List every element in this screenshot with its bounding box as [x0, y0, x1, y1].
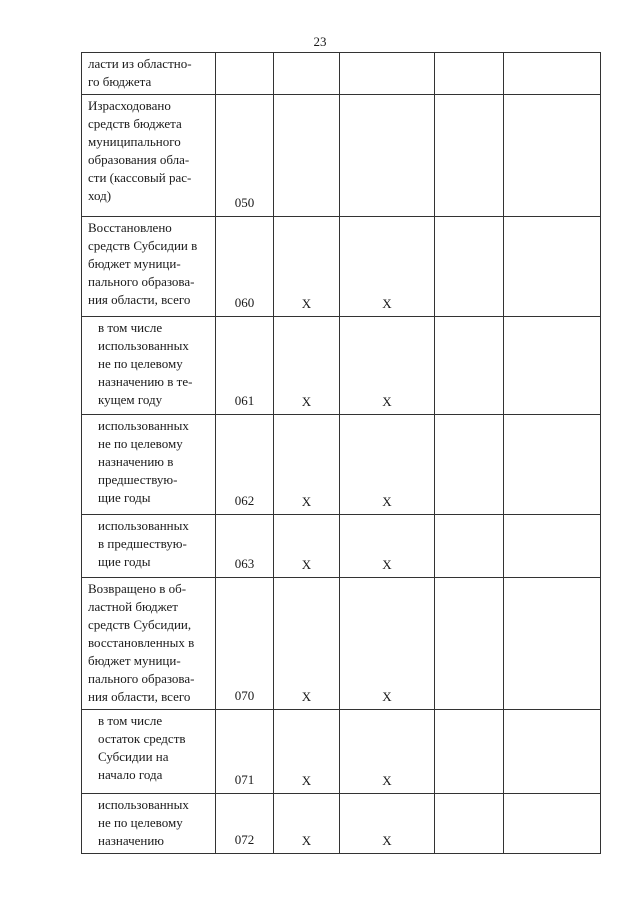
row-description: Израсходовано средств бюджета муниципального образования обла- сти (кассовый рас- ход): [82, 95, 216, 217]
table-row: [82, 53, 601, 95]
row-col-6: [504, 217, 601, 317]
table-row: [82, 317, 601, 415]
row-col-5: [435, 794, 504, 854]
row-col-4: X: [340, 415, 435, 515]
row-code: 071: [216, 710, 274, 794]
row-col-6: [504, 415, 601, 515]
row-code: [216, 53, 274, 95]
row-col-3: X: [274, 710, 340, 794]
row-col-5: [435, 53, 504, 95]
page-number: 23: [313, 34, 327, 49]
table-row: [82, 217, 601, 317]
row-code: 050: [216, 95, 274, 217]
row-col-6: [504, 95, 601, 217]
table-row: [82, 578, 601, 710]
row-col-5: [435, 710, 504, 794]
row-col-4: X: [340, 515, 435, 578]
row-col-3: X: [274, 217, 340, 317]
row-description: ласти из областно- го бюджета: [82, 53, 216, 95]
row-col-6: [504, 578, 601, 710]
row-col-3: X: [274, 515, 340, 578]
row-col-4: [340, 95, 435, 217]
row-col-5: [435, 95, 504, 217]
row-col-6: [504, 53, 601, 95]
row-col-5: [435, 217, 504, 317]
row-description: в том числе использованных не по целевому назначению в те- кущем году: [82, 317, 216, 415]
row-code: 062: [216, 415, 274, 515]
table-row: [82, 794, 601, 854]
row-col-3: X: [274, 794, 340, 854]
table-row: [82, 95, 601, 217]
row-col-4: X: [340, 794, 435, 854]
row-col-5: [435, 515, 504, 578]
row-col-3: X: [274, 317, 340, 415]
row-col-4: X: [340, 578, 435, 710]
row-col-5: [435, 317, 504, 415]
report-table: [81, 52, 601, 854]
row-col-3: X: [274, 578, 340, 710]
row-code: 060: [216, 217, 274, 317]
row-col-4: [340, 53, 435, 95]
row-description: Возвращено в об- ластной бюджет средств Субсидии, восстановленных в бюджет муници- пального образова- ния области, всего: [82, 578, 216, 710]
row-col-6: [504, 515, 601, 578]
row-description: Восстановлено средств Субсидии в бюджет муници- пального образова- ния области, всего: [82, 217, 216, 317]
row-col-5: [435, 578, 504, 710]
row-col-3: X: [274, 415, 340, 515]
row-description: в том числе остаток средств Субсидии на начало года: [82, 710, 216, 794]
row-col-5: [435, 415, 504, 515]
row-col-6: [504, 794, 601, 854]
table-row: [82, 415, 601, 515]
row-col-4: X: [340, 217, 435, 317]
row-description: использованных не по целевому назначению: [82, 794, 216, 854]
row-description: использованных в предшествую- щие годы: [82, 515, 216, 578]
row-code: 061: [216, 317, 274, 415]
table-row: [82, 710, 601, 794]
row-description: использованных не по целевому назначению в предшествую- щие годы: [82, 415, 216, 515]
row-col-6: [504, 317, 601, 415]
row-col-4: X: [340, 317, 435, 415]
row-code: 070: [216, 578, 274, 710]
table-row: [82, 515, 601, 578]
row-col-3: [274, 53, 340, 95]
row-code: 072: [216, 794, 274, 854]
row-col-4: X: [340, 710, 435, 794]
row-col-6: [504, 710, 601, 794]
row-col-3: [274, 95, 340, 217]
row-code: 063: [216, 515, 274, 578]
